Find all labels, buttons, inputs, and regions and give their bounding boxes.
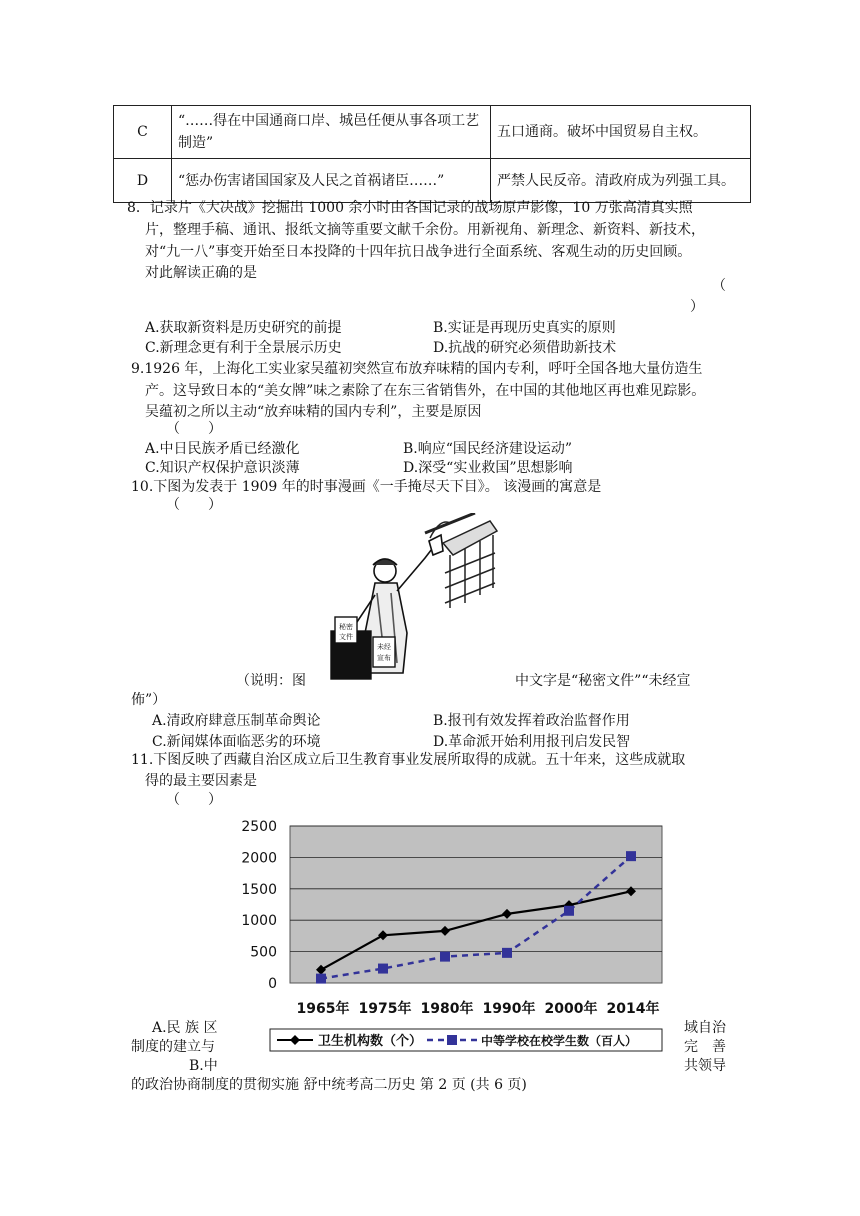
- political-cartoon-image: [325, 513, 503, 685]
- q10-stem: 10.下图为发表于 1909 年的时事漫画《一手掩尽天下目》。 该漫画的寓意是: [131, 479, 602, 495]
- q8-option-a: A.获取新资料是历史研究的前提: [145, 320, 342, 336]
- y-tick-label: 2000: [241, 850, 277, 867]
- q10-note-cont: 佈”）: [131, 692, 167, 708]
- q8-line-1: 8．记录片《大决战》挖掘出 1000 余小时由各国记录的战场原声影像，10 万张高清真实照: [127, 200, 693, 216]
- x-tick-label: 1980年: [420, 1001, 474, 1017]
- q9-paren: （ ）: [166, 421, 222, 437]
- q10-paren: （ ）: [166, 497, 222, 513]
- x-tick-label: 2000年: [544, 1001, 598, 1017]
- row-result: 五口通商。破坏中国贸易自主权。: [491, 106, 751, 159]
- q11-option-a-line2-left: 制度的建立与: [131, 1039, 215, 1055]
- q8-option-b: B.实证是再现历史真实的原则: [433, 320, 616, 336]
- table-row: [114, 106, 751, 159]
- q8-paren-open: （: [712, 278, 726, 294]
- building-illustration: [425, 513, 497, 608]
- row-quote: “……得在中国通商口岸、城邑任便从事各项工艺制造”: [172, 106, 491, 159]
- q8-paren-close: ）: [690, 299, 704, 315]
- y-tick-label: 500: [250, 944, 277, 961]
- data-point: [440, 952, 450, 962]
- legend-label-2: 中等学校在校学生数（百人）: [481, 1034, 638, 1048]
- y-tick-label: 1500: [241, 881, 277, 898]
- q9-line-3: 吴蕴初之所以主动“放弃味精的国内专利”，主要是原因: [145, 404, 482, 420]
- row-result: 严禁人民反帝。清政府成为列强工具。: [491, 159, 751, 203]
- image-label-secret: 秘密: [339, 623, 353, 631]
- plot-area: [290, 826, 662, 983]
- q9-option-a: A.中日民族矛盾已经激化: [145, 441, 300, 457]
- table-row: [114, 159, 751, 203]
- options-table: [113, 105, 751, 203]
- q11-option-b-left: B.中: [189, 1058, 218, 1074]
- q9-option-c: C.知识产权保护意识淡薄: [145, 460, 300, 476]
- q11-line-2: 得的最主要因素是: [145, 773, 257, 789]
- q10-option-d: D.革命派开始利用报刊启发民智: [433, 734, 631, 750]
- q11-option-b-right: 共领导: [684, 1058, 726, 1074]
- q11-paren: （ ）: [166, 792, 222, 808]
- y-tick-label: 0: [268, 976, 277, 992]
- q11-last-line-footer: 的政治协商制度的贯彻实施 舒中统考高二历史 第 2 页 (共 6 页): [131, 1077, 527, 1093]
- x-tick-label: 1975年: [358, 1001, 412, 1017]
- q10-note-right: 中文字是“秘密文件”“未经宣: [515, 673, 691, 689]
- data-point: [626, 851, 636, 861]
- data-point: [316, 974, 326, 984]
- q10-option-b: B.报刊有效发挥着政治监督作用: [433, 713, 630, 729]
- q11-option-a-line2-right: 完 善: [684, 1039, 726, 1055]
- q8-option-d: D.抗战的研究必须借助新技术: [433, 340, 617, 356]
- q8-line-3: 对“九一八”事变开始至日本投降的十四年抗日战争进行全面系统、客观生动的历史回顾。: [145, 244, 692, 260]
- q9-line-1: 9.1926 年，上海化工实业家吴蕴初突然宣布放弃味精的国内专利，呼吁全国各地大量仿造生: [131, 361, 703, 377]
- image-label-doc: 文件: [339, 633, 353, 641]
- q8-line-2: 片，整理手稿、通讯、报纸文摘等重要文献千余份。用新视角、新理念、新资料、新技术，: [145, 222, 705, 238]
- q10-note-left: （说明：图: [236, 673, 306, 689]
- q8-line-4: 对此解读正确的是: [145, 265, 257, 281]
- q11-line-1: 11.下图反映了西藏自治区成立后卫生教育事业发展所取得的成就。五十年来，这些成就取: [131, 752, 686, 768]
- row-quote: “惩办伤害诸国国家及人民之首祸诸臣……”: [172, 159, 491, 203]
- x-tick-label: 1990年: [482, 1001, 536, 1017]
- data-point: [564, 906, 574, 916]
- x-tick-label: 2014年: [606, 1001, 660, 1017]
- q9-option-d: D.深受“实业救国”思想影响: [403, 460, 573, 476]
- q8-option-c: C.新理念更有利于全景展示历史: [145, 340, 342, 356]
- data-point: [378, 964, 388, 974]
- q9-line-2: 产。这导致日本的“美女牌”味之素除了在东三省销售外，在中国的其他地区再也难见踪影。: [145, 383, 706, 399]
- row-letter: D: [114, 159, 172, 203]
- image-label-announced: 宣布: [377, 654, 391, 662]
- line-chart: [235, 818, 665, 1058]
- q10-option-a: A.清政府肆意压制革命舆论: [152, 713, 321, 729]
- y-tick-label: 1000: [241, 913, 277, 930]
- chart-svg: [235, 818, 665, 1058]
- image-label-not: 未经: [377, 643, 391, 651]
- q11-option-a-right: 域自治: [684, 1020, 726, 1036]
- data-point: [502, 948, 512, 958]
- x-tick-label: 1965年: [296, 1001, 350, 1017]
- row-letter: C: [114, 106, 172, 159]
- q11-option-a-left: A.民 族 区: [152, 1020, 218, 1036]
- q10-option-c: C.新闻媒体面临恶劣的环境: [152, 734, 321, 750]
- legend-label-1: 卫生机构数（个）: [318, 1034, 423, 1049]
- legend-marker-2: [447, 1035, 457, 1045]
- q9-option-b: B.响应“国民经济建设运动”: [403, 441, 573, 457]
- y-tick-label: 2500: [241, 819, 277, 835]
